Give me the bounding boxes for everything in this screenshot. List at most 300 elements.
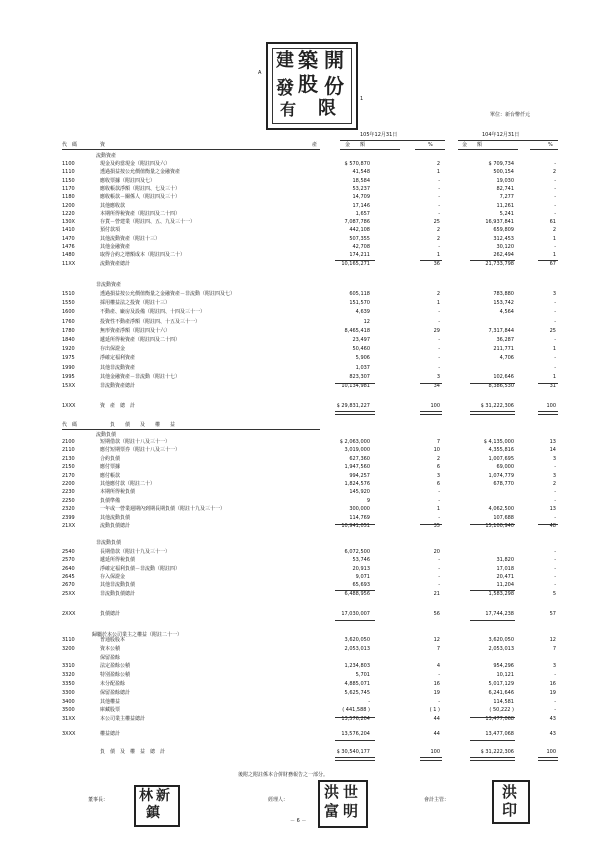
cell-code: 1200 — [62, 202, 75, 209]
cell-code: 130X — [62, 219, 75, 226]
cell-p2: - — [554, 573, 556, 580]
cell-p2: - — [554, 489, 556, 496]
table-row — [0, 226, 595, 234]
cell-p1: 10 — [433, 447, 440, 454]
table-row — [0, 160, 595, 168]
cell-v1: 1,947,560 — [344, 464, 370, 471]
cell-name: 採用權益法之投資（附註十三） — [100, 300, 171, 307]
seal-char: 開 — [324, 48, 344, 72]
seal-char: 印 — [502, 801, 518, 819]
table-row — [0, 548, 595, 556]
cell-p2: 3 — [552, 472, 556, 479]
table-row — [0, 185, 595, 193]
cell-v1: 12 — [363, 318, 370, 325]
cell-v2: 500,154 — [493, 169, 514, 176]
cell-p1: 12 — [433, 637, 440, 643]
cell-p1: 1 — [436, 252, 440, 259]
total-assets-row: 1XXX 資 產 總 計 $ 29,831,227 100 $ 31,222,306 100 — [62, 403, 556, 409]
cell-v2: 11,261 — [496, 202, 514, 209]
table-row — [0, 345, 595, 353]
cell-v1: 10,941,051 — [341, 523, 370, 529]
cell-name: 其他權益 — [100, 698, 121, 705]
cell-code: 1975 — [62, 355, 75, 362]
cell-p1: 7 — [436, 439, 440, 445]
cell-v2: 211,771 — [493, 346, 514, 353]
table-row — [0, 364, 595, 372]
cell-v1: - — [368, 698, 370, 705]
cell-p1: 2 — [436, 455, 440, 462]
cell-v1: 17,146 — [352, 202, 370, 209]
cell-name: 透過損益按公允價值衡量之金融資產 — [100, 169, 181, 176]
seal-char: 築 — [298, 48, 318, 72]
cell-p1: - — [438, 202, 440, 209]
cell-code: 1510 — [62, 291, 75, 297]
cell-v1: 145,920 — [349, 489, 370, 496]
table-row — [0, 318, 595, 326]
cell-p1: - — [438, 210, 440, 217]
cell-code: 3500 — [62, 707, 75, 714]
cell-p1: 6 — [436, 481, 440, 487]
cell-p2: - — [554, 355, 556, 362]
cell-code: 2670 — [62, 582, 75, 589]
cell-p1: - — [438, 177, 440, 184]
cell-name: 合約負債 — [100, 455, 121, 462]
cell-name: 存出保證金 — [100, 346, 126, 353]
cell-p2: 3 — [552, 291, 556, 297]
cell-v2: 4,355,816 — [488, 447, 514, 454]
cell-code: 1600 — [62, 309, 75, 316]
seal-char: 富 — [324, 802, 340, 820]
cell-name: 現金及約當現金（附註四及六） — [100, 161, 171, 167]
seal-char: 限 — [318, 98, 336, 119]
cell-v1: 994,257 — [349, 472, 370, 479]
cell-v1: 13,576,204 — [341, 716, 370, 723]
cell-code: 2150 — [62, 464, 75, 471]
cell-v1: 174,211 — [349, 252, 370, 259]
cell-p1: 6 — [436, 464, 440, 471]
cell-p1: 21 — [433, 590, 440, 597]
cell-code: 2100 — [62, 439, 75, 445]
cell-v2: 783,880 — [493, 291, 514, 297]
cell-code: 2250 — [62, 497, 75, 504]
cell-p1: 3 — [436, 373, 440, 380]
cell-v2: 1,074,779 — [488, 472, 514, 479]
cell-name: 特別盈餘公積 — [100, 672, 131, 679]
cell-name: 應付票據 — [100, 464, 121, 471]
cell-v2: 153,742 — [493, 300, 514, 307]
cell-v2: 21,733,798 — [485, 260, 514, 267]
cell-p2: 14 — [549, 447, 556, 454]
cell-v2: 114,581 — [493, 698, 514, 705]
cell-code: 1840 — [62, 337, 75, 343]
cell-v2: 8,386,530 — [488, 383, 514, 389]
cell-code: 1110 — [62, 169, 75, 176]
cell-p2: 13 — [549, 439, 556, 445]
cell-v2: 69,000 — [496, 464, 514, 471]
table-row — [0, 193, 595, 201]
table-row — [0, 455, 595, 463]
period-current: 105年12月31日 — [360, 132, 398, 138]
cell-p1: 1 — [436, 506, 440, 513]
liab-col-item: 負 債 及 權 益 — [110, 422, 176, 428]
cell-p2: 5 — [552, 590, 556, 597]
cell-v1: 4,885,071 — [344, 681, 370, 687]
section-noncurrent-liabilities: 非流動負債 — [96, 540, 122, 546]
cell-p2: - — [554, 161, 556, 167]
cell-v2: 82,741 — [496, 185, 514, 192]
table-row — [0, 336, 595, 344]
cell-code: 1780 — [62, 327, 75, 334]
cell-v1: 9 — [366, 497, 370, 504]
cell-p1: - — [438, 672, 440, 679]
table-row — [0, 463, 595, 471]
cell-v1: 3,019,000 — [344, 447, 370, 454]
cell-p2: - — [554, 244, 556, 250]
seal-char: 林 — [139, 788, 153, 804]
cell-name: 遞延所得稅負債 — [100, 557, 136, 564]
cell-v2: ( 50,222 ) — [489, 707, 514, 714]
table-row — [0, 654, 595, 662]
cell-p2: 25 — [549, 327, 556, 334]
table-row — [0, 671, 595, 679]
cell-name: 法定盈餘公積 — [100, 663, 131, 670]
cell-v1: 14,709 — [352, 194, 370, 201]
cell-v2: 20,471 — [496, 573, 514, 580]
cell-v1: $ 570,870 — [344, 161, 370, 167]
cell-code: 1920 — [62, 346, 75, 353]
cell-name: 未分配盈餘 — [100, 681, 126, 687]
table-row — [0, 573, 595, 581]
cell-v2: 15,100,940 — [485, 523, 514, 529]
cell-code: 2640 — [62, 565, 75, 572]
cell-name: 非流動資產總計 — [100, 383, 136, 389]
cell-p2: 2 — [552, 227, 556, 234]
cell-code: 1170 — [62, 185, 75, 192]
cell-name: 資本公積 — [100, 645, 121, 652]
cell-p2: 1 — [552, 346, 556, 353]
cell-p1: - — [438, 244, 440, 250]
cell-name: 應收帳款－關係人（附註四及三十） — [100, 194, 181, 201]
cell-p2: - — [554, 582, 556, 589]
cell-v2: 7,277 — [499, 194, 514, 201]
table-row — [0, 514, 595, 522]
cell-name: 透過損益按公允價值衡量之金融資產－非流動（附註四及七） — [100, 291, 236, 297]
cell-v1: 627,360 — [349, 455, 370, 462]
cell-p2: 3 — [552, 455, 556, 462]
cell-p2: 19 — [549, 689, 556, 696]
cell-p1: - — [438, 582, 440, 589]
cell-code: 2540 — [62, 549, 75, 555]
seal-char: 建 — [276, 50, 294, 71]
period-prior: 104年12月31日 — [482, 132, 520, 138]
cell-code: 25XX — [62, 590, 76, 597]
cell-p1: 19 — [433, 689, 440, 696]
table-row — [0, 680, 595, 688]
cell-v1: 20,913 — [352, 565, 370, 572]
cell-v1: 3,620,050 — [344, 637, 370, 643]
cell-code: 2170 — [62, 472, 75, 479]
cell-v2: $ 709,734 — [488, 161, 514, 167]
cell-p1: - — [438, 364, 440, 371]
cell-p2: - — [554, 497, 556, 504]
cell-name: 保留盈餘總計 — [100, 689, 131, 696]
cell-p2: 2 — [552, 169, 556, 176]
table-row — [0, 327, 595, 335]
header-left-mark: A — [258, 70, 262, 76]
table-row — [0, 497, 595, 505]
cell-name: 不動產、廠房及設備（附註四、十四及三十一） — [100, 309, 206, 316]
cell-p2: 7 — [552, 645, 556, 652]
cell-p2: 48 — [549, 523, 556, 529]
cell-name: 存貨－營建業（附註四、五、九及三十一） — [100, 219, 196, 226]
cell-v2: 7,317,844 — [488, 327, 514, 334]
cell-code: 1100 — [62, 161, 75, 167]
cell-p2: - — [554, 185, 556, 192]
cell-v1: 53,746 — [352, 557, 370, 564]
seal-char: 新 — [156, 788, 170, 804]
cell-v2: 10,121 — [496, 672, 514, 679]
cell-code: 2570 — [62, 557, 75, 564]
cell-p2: - — [554, 557, 556, 564]
cell-v2: 36,287 — [496, 337, 514, 343]
cell-code: 1220 — [62, 210, 75, 217]
cell-p2: - — [554, 309, 556, 316]
cell-name: 非流動負債總計 — [100, 590, 136, 597]
cell-p2: 61 — [549, 219, 556, 226]
cell-p1: 3 — [436, 472, 440, 479]
cell-code: 21XX — [62, 523, 76, 529]
cell-v1: 8,465,418 — [344, 327, 370, 334]
cell-p2: - — [554, 177, 556, 184]
cell-v1: 7,087,786 — [344, 219, 370, 226]
cell-v2: 659,809 — [493, 227, 514, 234]
cell-name: 流動資產總計 — [100, 260, 131, 267]
cell-p2: 12 — [549, 637, 556, 643]
cell-p2: 1 — [552, 252, 556, 259]
cell-p1: - — [438, 355, 440, 362]
col-code: 代 碼 — [62, 142, 78, 148]
cell-p2: - — [554, 364, 556, 371]
table-row — [0, 308, 595, 316]
cell-v1: 5,625,745 — [344, 689, 370, 696]
cell-v1: 1,657 — [355, 210, 370, 217]
cell-v2: 1,007,695 — [488, 455, 514, 462]
cell-v1: 6,488,956 — [344, 590, 370, 597]
cell-code: 2200 — [62, 481, 75, 487]
cell-v1: 65,693 — [352, 582, 370, 589]
manager-seal — [318, 780, 368, 828]
table-row — [0, 177, 595, 185]
cell-v2: 312,453 — [493, 235, 514, 242]
cell-name: 應收票據（附註四及七） — [100, 177, 156, 184]
accountant-seal — [492, 780, 530, 824]
cell-p2: 13 — [549, 506, 556, 513]
cell-code: 1476 — [62, 244, 75, 250]
cell-name: 普通股股本 — [100, 637, 126, 643]
cell-v1: 114,769 — [349, 514, 370, 521]
cell-p1: 34 — [433, 383, 440, 389]
cell-code: 2320 — [62, 506, 75, 513]
cell-p2: - — [554, 464, 556, 471]
cell-p1: - — [438, 309, 440, 316]
section-equity: 歸屬於本公司業主之權益（附註二十一） — [92, 632, 183, 638]
cell-name: 長期借款（附註十九及三十一） — [100, 549, 171, 555]
cell-v2: 11,204 — [496, 582, 514, 589]
chairman-seal — [134, 785, 180, 827]
cell-name: 無形資產淨額（附註四及十六） — [100, 327, 171, 334]
cell-p2: - — [554, 337, 556, 343]
cell-p1: - — [438, 514, 440, 521]
cell-name: 預付款項 — [100, 227, 121, 234]
section-current-assets: 流動資產 — [96, 153, 117, 159]
cell-code: 2230 — [62, 489, 75, 496]
cell-v2: 5,241 — [499, 210, 514, 217]
cell-name: 本期所得稅資產（附註四及二十四） — [100, 210, 181, 217]
cell-code: 3200 — [62, 645, 75, 652]
seal-char: 世 — [343, 783, 359, 801]
cell-name: 淨確定福利資產 — [100, 355, 136, 362]
cell-v2: 4,706 — [499, 355, 514, 362]
seal-char: 股 — [298, 72, 318, 96]
cell-v1: 605,118 — [349, 291, 370, 297]
table-row — [0, 168, 595, 176]
cell-name: 本公司業主權益總計 — [100, 716, 146, 723]
table-row — [0, 698, 595, 706]
cell-p1: 2 — [436, 161, 440, 167]
cell-code: 15XX — [62, 383, 76, 389]
cell-p2: 3 — [552, 663, 556, 670]
cell-p1: 4 — [436, 663, 440, 670]
table-row — [0, 202, 595, 210]
cell-p1: 29 — [433, 327, 440, 334]
table-row — [0, 689, 595, 697]
section-current-liabilities: 流動負債 — [96, 432, 117, 438]
cell-v2: 17,018 — [496, 565, 514, 572]
table-row — [0, 488, 595, 496]
cell-v1: 507,355 — [349, 235, 370, 242]
cell-p1: 16 — [433, 681, 440, 687]
cell-name: 投資性不動產淨額（附註四、十五及三十一） — [100, 318, 201, 325]
table-row — [0, 480, 595, 488]
cell-p2: - — [554, 210, 556, 217]
cell-v2: 4,564 — [499, 309, 514, 316]
table-row — [0, 472, 595, 480]
cell-name: 保留盈餘 — [100, 654, 121, 661]
table-row — [0, 218, 595, 226]
page-number: － 6 － — [290, 818, 307, 824]
seal-char: 洪 — [502, 783, 518, 801]
cell-code: 3310 — [62, 663, 75, 670]
cell-p1: 1 — [436, 169, 440, 176]
cell-v1: 10,165,271 — [341, 260, 370, 267]
cell-name: 短期借款（附註十八及三十一） — [100, 439, 171, 445]
col-pct-prior: % — [548, 142, 553, 148]
table-row — [0, 299, 595, 307]
cell-v1: $ 2,063,000 — [339, 439, 370, 445]
cell-name: 本期所得稅負債 — [100, 489, 136, 496]
table-row — [0, 446, 595, 454]
cell-code: 1990 — [62, 364, 75, 371]
cell-v1: ( 441,588 ) — [342, 707, 370, 714]
cell-p2: 2 — [552, 481, 556, 487]
col-amount: 金 額 — [345, 142, 366, 148]
table-row — [0, 706, 595, 714]
cell-p1: - — [438, 557, 440, 564]
col-item2: 產 — [312, 142, 318, 148]
cell-p1: - — [438, 573, 440, 580]
table-row — [0, 210, 595, 218]
cell-name: 遞延所得稅資產（附註四及二十四） — [100, 337, 181, 343]
company-seal — [266, 42, 358, 130]
table-row — [0, 581, 595, 589]
cell-name: 其他流動負債 — [100, 514, 131, 521]
cell-v2: 30,120 — [496, 244, 514, 250]
header-right-mark: 1 — [360, 96, 364, 102]
manager-label: 經理人： — [268, 797, 289, 803]
cell-p1: 25 — [433, 219, 440, 226]
table-row — [0, 636, 595, 644]
table-row — [0, 505, 595, 513]
cell-p1: 20 — [433, 549, 440, 555]
cell-p1: 7 — [436, 645, 440, 652]
cell-p1: 1 — [436, 300, 440, 307]
cell-code: 3400 — [62, 698, 75, 705]
cell-v1: 823,307 — [349, 373, 370, 380]
cell-p2: - — [554, 565, 556, 572]
cell-code: 11XX — [62, 260, 76, 267]
seal-char: 有 — [280, 100, 297, 119]
cell-code: 1180 — [62, 194, 75, 201]
chairman-label: 董事長： — [88, 797, 109, 803]
cell-p2: 67 — [549, 260, 556, 267]
table-row — [0, 645, 595, 653]
table-row — [0, 251, 595, 259]
cell-name: 其他金融資產－非流動（附註十七） — [100, 373, 181, 380]
table-row — [0, 662, 595, 670]
unit-label: 單位：新台幣仟元 — [490, 112, 531, 118]
table-row — [0, 290, 595, 298]
cell-v1: 4,639 — [355, 309, 370, 316]
cell-v2: 31,820 — [496, 557, 514, 564]
cell-v1: 53,237 — [352, 185, 370, 192]
cell-p1: 44 — [433, 716, 440, 723]
cell-name: 其他非流動負債 — [100, 582, 136, 589]
cell-v2: 3,620,050 — [488, 637, 514, 643]
cell-name: 其他流動資產（附註十三） — [100, 235, 161, 242]
cell-p1: - — [438, 318, 440, 325]
cell-p2: - — [554, 194, 556, 201]
cell-v1: 5,906 — [355, 355, 370, 362]
cell-p1: - — [438, 194, 440, 201]
accountant-label: 會計主管： — [424, 797, 450, 803]
cell-name: 應付帳款 — [100, 472, 121, 479]
seal-char: 發 — [276, 78, 294, 99]
cell-p1: - — [438, 337, 440, 343]
cell-name: 其他非流動資產 — [100, 364, 136, 371]
cell-name: 存入保證金 — [100, 573, 126, 580]
cell-v1: 23,497 — [352, 337, 370, 343]
seal-char: 份 — [324, 74, 344, 98]
cell-v2: 2,053,013 — [488, 645, 514, 652]
cell-name: 一年或一營業週期內到期長期負債（附註十九及三十一） — [100, 506, 226, 513]
cell-p1: 2 — [436, 227, 440, 234]
cell-code: 3320 — [62, 672, 75, 679]
cell-code: 2645 — [62, 573, 75, 580]
cell-v2: 102,646 — [493, 373, 514, 380]
cell-v2: 262,494 — [493, 252, 514, 259]
cell-p1: - — [438, 497, 440, 504]
table-row — [0, 438, 595, 446]
